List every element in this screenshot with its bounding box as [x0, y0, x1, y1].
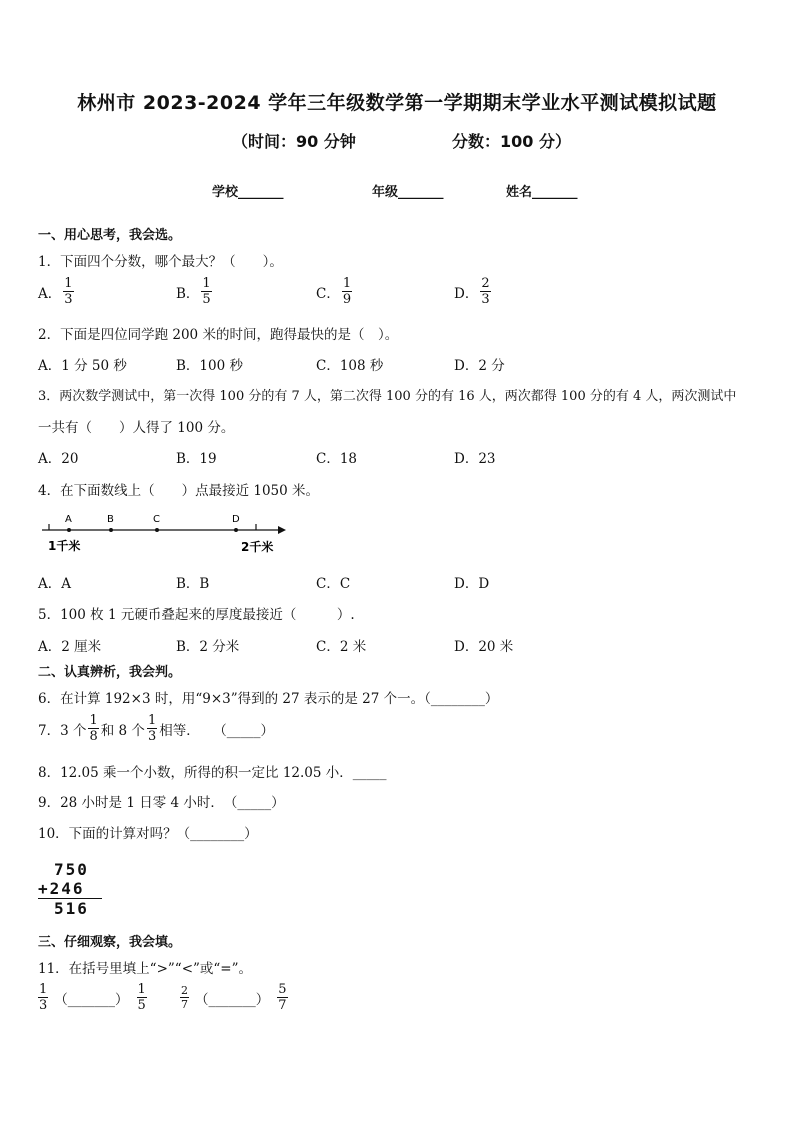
- q11-pair-2: [178, 982, 290, 1013]
- q3-option-a[interactable]: A．20: [38, 451, 79, 467]
- fraction: $\frac{2}{7}$: [181, 984, 188, 1011]
- option-label: A．: [38, 285, 62, 302]
- q3-option-d[interactable]: D．23: [454, 451, 496, 467]
- fraction-1-3: $\frac{1}{3}$: [147, 713, 157, 744]
- fraction: $\frac{5}{7}$: [278, 982, 287, 1013]
- q5-option-b[interactable]: B．2 分米: [176, 639, 240, 655]
- question-1: 1．下面四个分数，哪个最大？（ ）。: [38, 254, 283, 270]
- point-c-label: C: [153, 514, 160, 525]
- q4-option-d[interactable]: D．D: [454, 576, 490, 592]
- grade-field[interactable]: 年级_______: [372, 185, 444, 200]
- q7-suffix: 相等． （_____）: [159, 722, 274, 739]
- point-d-dot: [234, 528, 238, 532]
- q2-option-a[interactable]: A．1 分 50 秒: [38, 358, 127, 374]
- q1-option-d[interactable]: [454, 276, 493, 307]
- point-c-dot: [155, 528, 159, 532]
- section-3-heading: 三、仔细观察，我会填。: [38, 935, 182, 950]
- fraction: $\frac{1}{3}$: [39, 982, 48, 1013]
- question-6: 6．在计算 192×3 时，用“9×3”得到的 27 表示的是 27 个一。（________）: [38, 691, 499, 707]
- q1-option-b[interactable]: [176, 276, 214, 307]
- question-3-line1: 3．两次数学测试中，第一次得 100 分的有 7 人，第二次得 100 分的有 16 人，两次都得 100 分的有 4 人，两次测试中: [38, 389, 737, 404]
- point-a-label: A: [65, 514, 72, 525]
- start-label: 1千米: [48, 539, 81, 553]
- fraction: $\frac{1}{9}$: [342, 276, 352, 307]
- section-1-heading: 一、用心思考，我会选。: [38, 228, 182, 243]
- exam-score: 分数：100 分）: [452, 132, 571, 151]
- number-line-arrow: [278, 526, 286, 534]
- question-9: 9．28 小时是 1 日零 4 小时． （_____）: [38, 795, 285, 811]
- q5-option-c[interactable]: C．2 米: [316, 639, 367, 655]
- question-2: 2．下面是四位同学跑 200 米的时间，跑得最快的是（ ）。: [38, 327, 399, 343]
- question-11: 11．在括号里填上“>”“<”或“=”。: [38, 961, 253, 977]
- addition-row-2: +246: [38, 879, 85, 898]
- name-field[interactable]: 姓名_______: [506, 185, 578, 200]
- q2-option-d[interactable]: D．2 分: [454, 358, 505, 374]
- question-8: 8．12.05 乘一个小数，所得的积一定比 12.05 小．_____: [38, 765, 387, 781]
- q4-option-a[interactable]: A．A: [38, 576, 71, 592]
- q7-mid: 和 8 个: [100, 722, 145, 739]
- fraction: $\frac{1}{3}$: [64, 276, 73, 307]
- fraction-1-8: $\frac{1}{8}$: [89, 713, 98, 744]
- fraction: $\frac{2}{3}$: [481, 276, 490, 307]
- q2-option-b[interactable]: B．100 秒: [176, 358, 243, 374]
- question-5: 5．100 枚 1 元硬币叠起来的厚度最接近（ ）.: [38, 607, 355, 623]
- option-label: B．: [176, 285, 200, 302]
- compare-blank[interactable]: （_______）: [195, 991, 270, 1008]
- q4-option-b[interactable]: B．B: [176, 576, 210, 592]
- addition-result: 516: [54, 899, 89, 918]
- option-label: C．: [316, 285, 340, 302]
- q5-option-d[interactable]: D．20 米: [454, 639, 514, 655]
- compare-blank[interactable]: （_______）: [54, 991, 129, 1008]
- q11-pair-1: [36, 982, 149, 1013]
- page-title: 林州市 2023-2024 学年三年级数学第一学期期末学业水平测试模拟试题: [77, 92, 717, 114]
- point-d-label: D: [232, 514, 240, 525]
- question-10: 10．下面的计算对吗？（________）: [38, 826, 258, 842]
- q2-option-c[interactable]: C．108 秒: [316, 358, 384, 374]
- end-label: 2千米: [241, 540, 274, 554]
- exam-time: （时间：90 分钟: [232, 132, 356, 151]
- fraction: $\frac{1}{5}$: [202, 276, 211, 307]
- q1-option-a[interactable]: [38, 276, 76, 307]
- school-field[interactable]: 学校_______: [212, 185, 284, 200]
- option-label: D．: [454, 285, 479, 302]
- addition-row-1: 750: [54, 860, 89, 879]
- q7-prefix: 7．3 个: [38, 722, 87, 739]
- number-line: [36, 508, 296, 558]
- point-b-dot: [109, 528, 113, 532]
- question-4: 4．在下面数线上（ ）点最接近 1050 米。: [38, 483, 320, 499]
- q1-option-c[interactable]: [316, 276, 354, 307]
- q3-option-c[interactable]: C．18: [316, 451, 358, 467]
- fraction: $\frac{1}{5}$: [137, 982, 146, 1013]
- point-a-dot: [67, 528, 71, 532]
- section-2-heading: 二、认真辨析，我会判。: [38, 665, 182, 680]
- question-7: [38, 713, 274, 744]
- q3-option-b[interactable]: B．19: [176, 451, 217, 467]
- q5-option-a[interactable]: A．2 厘米: [38, 639, 102, 655]
- question-3-line2: 一共有（ ）人得了 100 分。: [38, 420, 235, 436]
- point-b-label: B: [107, 514, 114, 525]
- q4-option-c[interactable]: C．C: [316, 576, 351, 592]
